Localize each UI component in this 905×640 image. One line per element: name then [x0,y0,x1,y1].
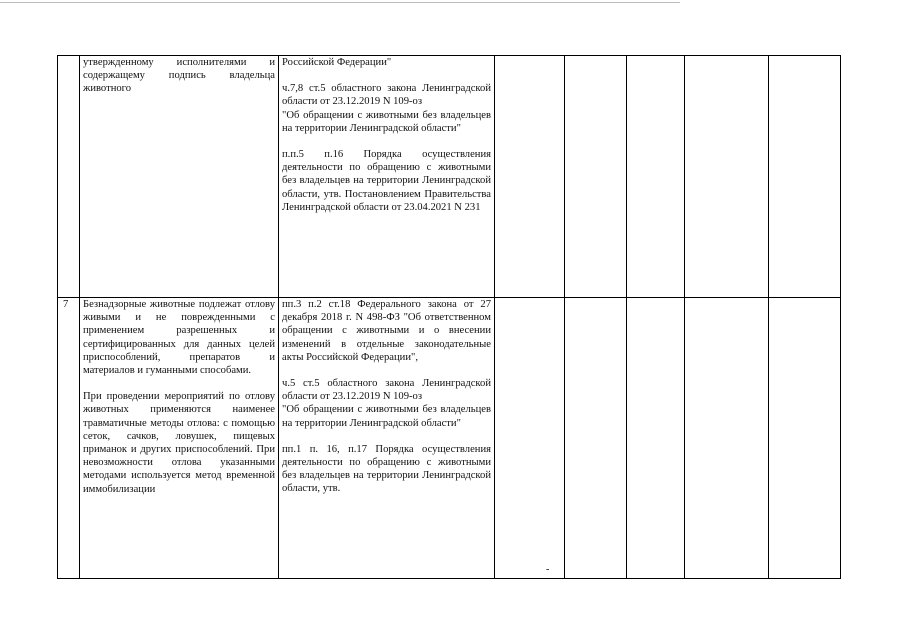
row-number [58,56,80,298]
empty-cell [495,298,565,579]
requirements-table [57,55,841,579]
legal-basis-cell [279,298,495,579]
basis-paragraph: "Об обращении с животными без владельцев на территории Ленинградской области" [282,404,491,429]
requirement-paragraph: утвержденному исполнителями и содержащему подпись владельца животного [83,57,275,95]
basis-paragraph: Российской Федерации" [282,57,392,68]
page-top-edge [0,2,680,3]
requirement-paragraph: Безнадзорные животные подлежат отлову живыми и не поврежденными с применением разрешенных и сертифицированных для данных целей приспособлений, препаратов и материалов и гуманными способами. [83,299,275,377]
basis-paragraph: пп.1 п. 16, п.17 Порядка осуществления деятельности по обращению с животными без владельцев на территории Ленинградской области, утв. [282,443,491,495]
empty-cell [685,298,769,579]
empty-cell [565,56,627,298]
row-number: 7 [58,298,80,579]
empty-cell [627,56,685,298]
stray-mark: - [546,564,550,575]
basis-paragraph: "Об обращении с животными без владельцев на территории Ленинградской области" [282,109,491,134]
basis-paragraph: ч.5 ст.5 областного закона Ленинградской области от 23.12.2019 N 109-оз [282,378,491,403]
table-row [58,56,841,298]
empty-cell [685,56,769,298]
empty-cell [769,56,841,298]
table-row [58,298,841,579]
legal-basis-cell [279,56,495,298]
empty-cell [565,298,627,579]
empty-cell [495,56,565,298]
empty-cell [769,298,841,579]
empty-cell [627,298,685,579]
basis-paragraph: пп.3 п.2 ст.18 Федерального закона от 27 декабря 2018 г. N 498-ФЗ "Об ответственном обращении с животными и о внесении изменений в отдельные законодательные акты Российской Федерации", [282,299,491,363]
basis-paragraph: ч.7,8 ст.5 областного закона Ленинградской области от 23.12.2019 N 109-оз [282,83,491,108]
basis-paragraph: п.п.5 п.16 Порядка осуществления деятельности по обращению с животными без владельцев на территории Ленинградской области, утв. Постановлением Правительства Ленинградской области от 23.04.2021 N 231 [282,149,491,213]
requirement-cell [80,298,279,579]
requirement-paragraph: При проведении мероприятий по отлову животных применяются наименее травматичные методы отлова: с помощью сеток, сачков, ловушек, пищевых приманок и других приспособлений. При невозможности отлова указанными методами используется метод временной иммобилизации [83,391,275,495]
requirement-cell [80,56,279,298]
